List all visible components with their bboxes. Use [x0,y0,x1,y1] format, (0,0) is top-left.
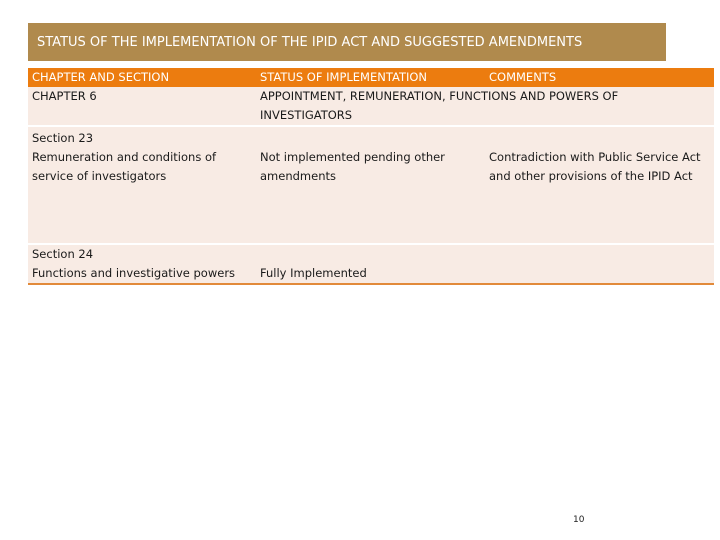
chapter-row [28,87,714,126]
status-table [28,68,714,285]
table-header-row [28,68,714,87]
section-number: Section 24 [32,247,94,261]
page-number: 10 [573,515,585,525]
table-row [28,126,714,244]
comment-cell [485,126,714,244]
comment-cell [485,244,714,284]
status-cell [256,126,485,244]
chapter-label: CHAPTER 6 [28,87,256,126]
table-row [28,244,714,284]
section-number: Section 23 [32,131,94,145]
page-title-bar [28,23,666,61]
header-status: STATUS OF IMPLEMENTATION [256,68,485,87]
header-chapter-section: CHAPTER AND SECTION [28,68,256,87]
section-cell [28,126,256,244]
comment-text: Contradiction with Public Service Act and other provisions of the IPID Act [489,150,701,183]
page-title: STATUS OF THE IMPLEMENTATION OF THE IPID ACT AND SUGGESTED AMENDMENTS [37,35,583,50]
section-cell [28,244,256,284]
status-text: Not implemented pending other amendments [260,150,445,183]
header-comments: COMMENTS [485,68,714,87]
section-title: Functions and investigative powers [32,266,236,280]
section-title: Remuneration and conditions of service of investigators [32,150,217,183]
status-text: Fully Implemented [260,266,367,280]
status-cell [256,244,485,284]
chapter-heading: APPOINTMENT, REMUNERATION, FUNCTIONS AND POWERS OF INVESTIGATORS [256,87,714,126]
